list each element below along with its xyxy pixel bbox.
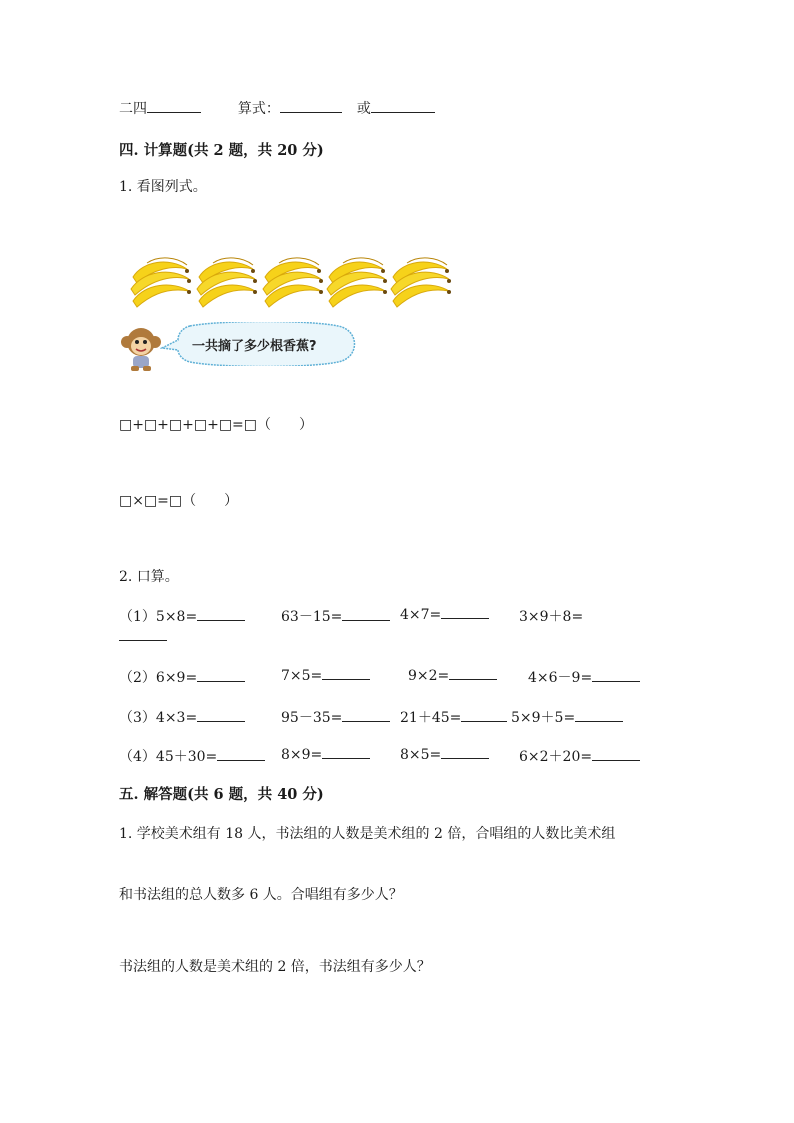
calc-item: 6×2＋20=	[519, 746, 640, 766]
banana-bunch-icon	[263, 258, 323, 307]
answer-blank[interactable]	[592, 748, 640, 761]
section5-title: 五. 解答题(共 6 题，共 40 分)	[119, 786, 324, 803]
section4-title: 四. 计算题(共 2 题，共 20 分)	[119, 142, 324, 159]
speech-bubble-icon	[160, 322, 360, 366]
blank-3[interactable]	[371, 100, 435, 113]
calc-item: （2）6×9=	[119, 667, 245, 687]
calc-item: 4×7=	[400, 606, 489, 623]
calc-item: （1）5×8=	[119, 606, 245, 626]
answer-blank[interactable]	[449, 667, 497, 680]
answer-blank-wrapped[interactable]	[119, 628, 167, 645]
q1-label: 1. 看图列式。	[119, 179, 207, 195]
banana-illustration	[127, 253, 457, 313]
answer-blank[interactable]	[322, 667, 370, 680]
or-label: 或	[356, 101, 371, 117]
q2-label: 2. 口算。	[119, 569, 179, 585]
answer-blank[interactable]	[441, 746, 489, 759]
equation-addition[interactable]: □+□+□+□+□=□（ ）	[119, 417, 314, 433]
calc-item: 3×9＋8=	[519, 609, 584, 625]
calc-item: 5×9＋5=	[511, 707, 623, 727]
top-fill-line	[119, 98, 435, 118]
blank-1[interactable]	[147, 100, 201, 113]
formula-label: 算式：	[237, 101, 280, 117]
calc-item: 95－35=	[281, 707, 390, 727]
answer-blank[interactable]	[342, 608, 390, 621]
answer-blank[interactable]	[575, 709, 623, 722]
answer-blank[interactable]	[461, 709, 507, 722]
bubble-text: 一共摘了多少根香蕉?	[192, 339, 317, 354]
answer-blank[interactable]	[197, 669, 245, 682]
answer-blank[interactable]	[217, 748, 265, 761]
answer-blank[interactable]	[197, 709, 245, 722]
calc-item: 21＋45=	[400, 707, 507, 727]
answer-blank[interactable]	[441, 606, 489, 619]
calc-item: 4×6－9=	[528, 667, 640, 687]
section5-q1-line2: 和书法组的总人数多 6 人。合唱组有多少人？	[119, 887, 403, 903]
calc-item: 7×5=	[281, 667, 370, 684]
calc-item: 8×5=	[400, 746, 489, 763]
answer-blank[interactable]	[592, 669, 640, 682]
calc-item: （3）4×3=	[119, 707, 245, 727]
answer-blank[interactable]	[197, 608, 245, 621]
blank-2[interactable]	[280, 100, 342, 113]
calc-item: 9×2=	[408, 667, 497, 684]
banana-bunch-icon	[197, 258, 257, 307]
calc-item: 63－15=	[281, 606, 390, 626]
calc-item: 8×9=	[281, 746, 370, 763]
section5-sub-question: 书法组的人数是美术组的 2 倍，书法组有多少人？	[119, 959, 431, 975]
equation-multiplication[interactable]: □×□=□（ ）	[119, 493, 239, 509]
banana-bunch-icon	[131, 258, 191, 307]
answer-blank[interactable]	[322, 746, 370, 759]
calc-item: （4）45＋30=	[119, 746, 265, 766]
top-prefix: 二四	[119, 101, 147, 117]
section5-q1-line1: 1. 学校美术组有 18 人，书法组的人数是美术组的 2 倍，合唱组的人数比美术组	[119, 826, 616, 842]
banana-bunch-icon	[391, 258, 451, 307]
answer-blank[interactable]	[342, 709, 390, 722]
banana-bunch-icon	[327, 258, 387, 307]
